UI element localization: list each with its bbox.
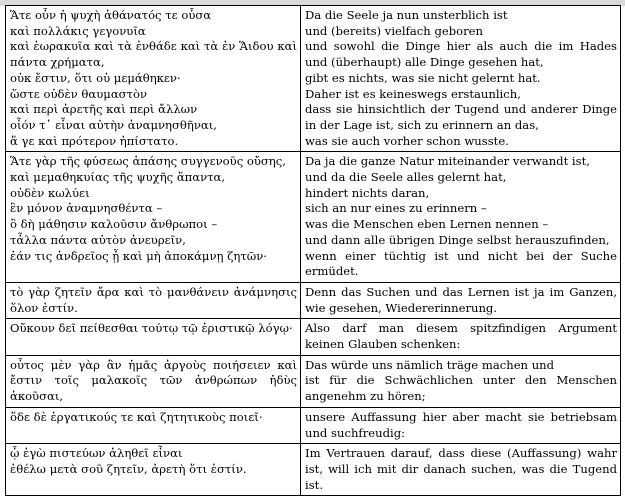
greek-line: οὗτος μὲν γὰρ ἂν ἡμᾶς ἀργοὺς ποιήσειεν καὶ ἔστιν τοῖς μαλακοῖς τῶν ἀνθρώπων ἡδὺς ἀκοῦσαι,	[10, 357, 297, 404]
german-line: Also darf man diesem spitzfindigen Argument keinen Glauben schenken:	[305, 321, 617, 352]
greek-line: ἐθέλω μετὰ σοῦ ζητεῖν, ἀρετὴ ὅτι ἐστίν.	[10, 461, 247, 476]
parallel-text-table	[5, 5, 621, 496]
german-cell	[301, 152, 621, 283]
greek-line: οἷόν τ᾽ εἶναι αὐτὴν ἀναμνησθῆναι,	[10, 117, 217, 132]
table-row	[6, 282, 621, 318]
german-line: Im Vertrauen darauf, dass diese (Auffassung) wahr ist, will ich mit dir danach suchen, was die Tugend ist.	[305, 446, 617, 492]
german-line: gibt es nichts, was sie nicht gelernt hat.	[305, 70, 541, 85]
greek-line: καὶ πολλάκις γεγονυῖα	[10, 23, 146, 38]
greek-line: οὐκ ἔστιν, ὅτι οὐ μεμάθηκεν·	[10, 70, 181, 85]
table-row	[6, 355, 621, 407]
greek-cell	[6, 355, 301, 407]
german-cell	[301, 355, 621, 407]
greek-line: Ἅτε οὖν ἡ ψυχὴ ἀθάνατός τε οὖσα	[10, 8, 212, 22]
greek-cell	[6, 444, 301, 496]
german-line: Denn das Suchen und das Lernen ist ja im Ganzen, wie gesehen, Wiedererinnerung.	[305, 284, 617, 315]
greek-line: ὥστε οὐδὲν θαυμαστὸν	[10, 86, 148, 101]
german-cell	[301, 444, 621, 496]
german-line: und dann alle übrigen Dinge selbst herauszufinden,	[305, 232, 610, 247]
german-line: ist für die Schwächlichen unter den Menschen angenehm zu hören;	[305, 373, 617, 404]
german-line: und sowohl die Dinge hier als auch die im Hades und (überhaupt) alle Dinge gesehen hat,	[305, 39, 617, 70]
german-line: Das würde uns nämlich träge machen und	[305, 357, 555, 372]
german-line: Da die Seele ja nun unsterblich ist	[305, 8, 508, 22]
table-row	[6, 407, 621, 443]
greek-line: τἆλλα πάντα αὐτὸν ἀνευρεῖν,	[10, 232, 186, 247]
greek-line: Οὔκουν δεῖ πείθεσθαι τούτῳ τῷ ἐριστικῷ λόγῳ·	[10, 321, 293, 336]
german-line: und (bereits) vielfach geboren	[305, 23, 484, 38]
greek-line: ᾧ ἐγὼ πιστεύων ἀληθεῖ εἶναι	[10, 446, 183, 461]
table-row	[6, 6, 621, 152]
german-cell	[301, 319, 621, 355]
german-line: sich an nur eines zu erinnern –	[305, 201, 487, 216]
greek-line: ἓν μόνον ἀναμνησθέντα –	[10, 201, 163, 216]
greek-line: καὶ ἑωρακυῖα καὶ τὰ ἐνθάδε καὶ τὰ ἐν Ἅιδου καὶ πάντα χρήματα,	[10, 39, 297, 70]
german-line: was sie auch vorher schon wusste.	[305, 133, 509, 148]
greek-line: ὃ δὴ μάθησιν καλοῦσιν ἄνθρωποι –	[10, 217, 218, 232]
german-line: wenn einer tüchtig ist und nicht bei der Suche ermüdet.	[305, 248, 617, 279]
greek-cell	[6, 282, 301, 318]
greek-line: ὅδε δὲ ἐργατικούς τε καὶ ζητητικοὺς ποιεῖ·	[10, 409, 263, 424]
german-line: und da die Seele alles gelernt hat,	[305, 170, 507, 185]
german-cell	[301, 6, 621, 152]
greek-line: οὐδὲν κωλύει	[10, 185, 90, 200]
greek-line: τὸ γὰρ ζητεῖν ἄρα καὶ τὸ μανθάνειν ἀνάμνησις ὅλον ἐστίν.	[10, 284, 297, 315]
greek-cell	[6, 407, 301, 443]
greek-cell	[6, 6, 301, 152]
greek-line: καὶ περὶ ἀρετῆς καὶ περὶ ἄλλων	[10, 102, 198, 117]
german-line: Daher ist es keineswegs erstaunlich,	[305, 86, 521, 101]
german-line: unsere Auffassung hier aber macht sie betriebsam und suchfreudig:	[305, 409, 617, 440]
greek-cell	[6, 152, 301, 283]
german-line: Da ja die ganze Natur miteinander verwandt ist,	[305, 154, 590, 169]
table-row	[6, 444, 621, 496]
table-row	[6, 319, 621, 355]
greek-line: καὶ μεμαθηκυίας τῆς ψυχῆς ἅπαντα,	[10, 170, 226, 185]
german-line: dass sie hinsichtlich der Tugend und anderer Dinge in der Lage ist, sich zu erinnern an das,	[305, 102, 617, 132]
german-line: was die Menschen eben Lernen nennen –	[305, 217, 549, 232]
greek-cell	[6, 319, 301, 355]
german-cell	[301, 407, 621, 443]
greek-line: ἐάν τις ἀνδρεῖος ᾖ καὶ μὴ ἀποκάμνῃ ζητῶν·	[10, 248, 267, 263]
table-row	[6, 152, 621, 283]
german-cell	[301, 282, 621, 318]
german-line: hindert nichts daran,	[305, 185, 430, 200]
greek-line: Ἅτε γὰρ τῆς φύσεως ἁπάσης συγγενοῦς οὔσης,	[10, 154, 286, 169]
greek-line: ἅ γε καὶ πρότερον ἠπίστατο.	[10, 133, 179, 148]
